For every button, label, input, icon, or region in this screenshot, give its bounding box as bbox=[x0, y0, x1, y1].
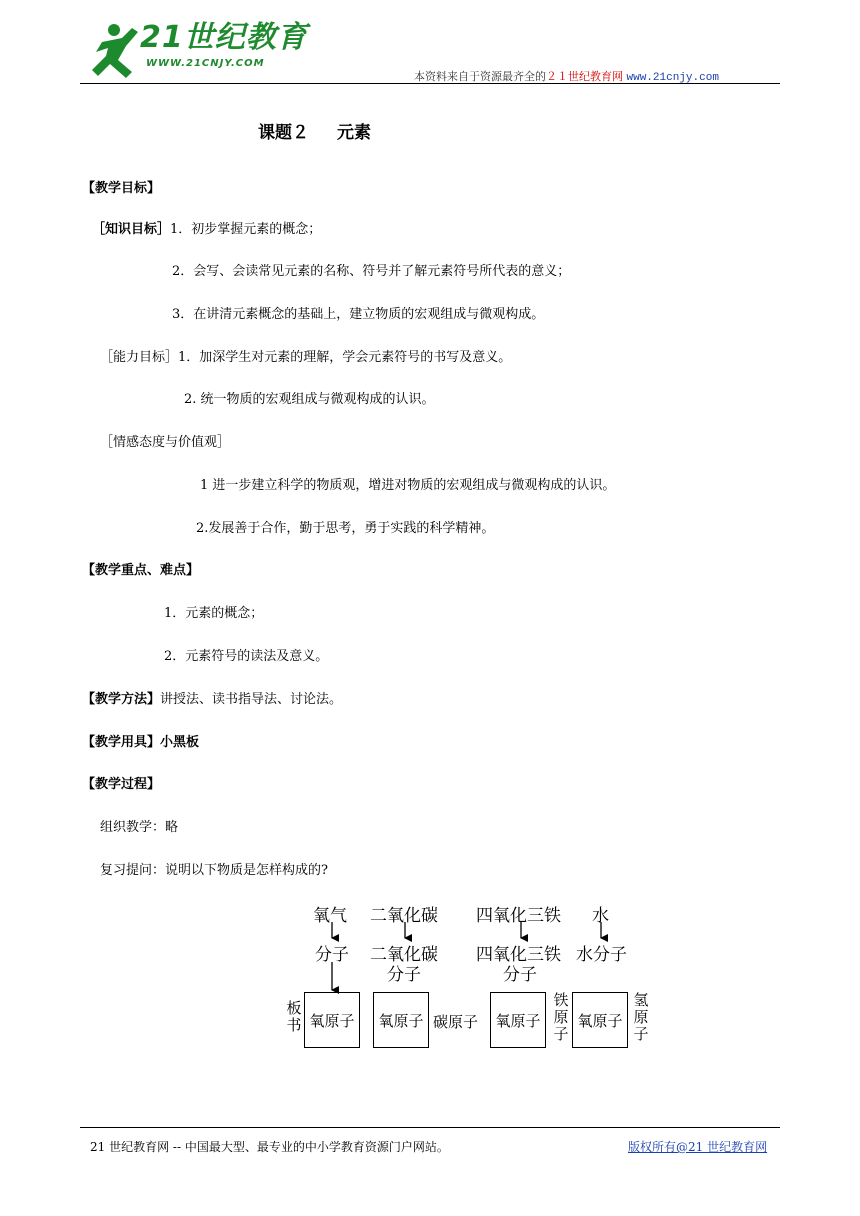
key-2: 2．元素符号的读法及意义。 bbox=[164, 649, 329, 664]
side-label-1: 板 bbox=[286, 999, 302, 1017]
tools-heading: 【教学用具】 bbox=[82, 735, 161, 750]
side-label bbox=[285, 1000, 303, 1034]
molecule-co2: 二氧化碳 bbox=[370, 945, 438, 965]
key-1: 1．元素的概念； bbox=[164, 606, 264, 621]
ability-2: 2. 统一物质的宏观组成与微观构成的认识。 bbox=[184, 392, 435, 407]
knowledge-label: ［知识目标］ bbox=[92, 222, 171, 237]
ability-1: 1．加深学生对元素的理解，学会元素符号的书写及意义。 bbox=[178, 350, 512, 365]
atom-box-oxygen-1 bbox=[304, 992, 360, 1048]
method-text: 讲授法、读书指导法、讨论法。 bbox=[160, 692, 343, 707]
knowledge-2: 2．会写、会读常见元素的名称、符号并了解元素符号所代表的意义； bbox=[172, 264, 571, 279]
footer-copyright-link[interactable]: 版权所有@21 世纪教育网 bbox=[628, 1140, 768, 1154]
atom-box-oxygen-2 bbox=[373, 992, 429, 1048]
substance-fe3o4: 四氧化三铁 bbox=[476, 906, 561, 926]
atom-hydrogen bbox=[632, 992, 650, 1043]
process-1: 组织教学：略 bbox=[100, 820, 179, 835]
side-label-2: 书 bbox=[286, 1016, 302, 1034]
process-2: 复习提问：说明以下物质是怎样构成的? bbox=[100, 863, 328, 878]
atom-box-oxygen-3 bbox=[490, 992, 546, 1048]
footer-divider bbox=[80, 1127, 780, 1128]
molecule-fe3o4-suffix: 分子 bbox=[503, 965, 537, 985]
method-heading: 【教学方法】 bbox=[82, 692, 161, 707]
atom-hydrogen-1: 氢 bbox=[633, 991, 649, 1009]
logo-url: WWW.21CNJY.COM bbox=[146, 58, 265, 69]
atom-hydrogen-3: 子 bbox=[633, 1025, 649, 1043]
molecule-oxygen: 分子 bbox=[315, 945, 349, 965]
atom-label: 氧原子 bbox=[378, 1011, 424, 1030]
ability-label: ［能力目标］ bbox=[100, 350, 179, 365]
atom-iron bbox=[552, 992, 570, 1043]
knowledge-1: 1．初步掌握元素的概念； bbox=[170, 222, 322, 237]
atom-carbon: 碳原子 bbox=[433, 1013, 479, 1031]
attitude-label: ［情感态度与价值观］ bbox=[100, 435, 231, 450]
goals-heading: 【教学目标】 bbox=[82, 181, 161, 196]
atom-label: 氧原子 bbox=[577, 1011, 623, 1030]
header-note-url[interactable]: www.21cnjy.com bbox=[626, 72, 719, 84]
substance-co2: 二氧化碳 bbox=[370, 906, 438, 926]
atom-box-oxygen-4 bbox=[572, 992, 628, 1048]
header-note-brand[interactable]: ２１世纪教育网 bbox=[546, 70, 623, 83]
atom-label: 氧原子 bbox=[495, 1011, 541, 1030]
atom-iron-2: 原 bbox=[553, 1008, 569, 1026]
substance-water: 水 bbox=[592, 906, 609, 926]
atom-hydrogen-2: 原 bbox=[633, 1008, 649, 1026]
title-prefix: 课题２ bbox=[258, 123, 309, 143]
logo-text: 21世纪教育 bbox=[140, 20, 308, 55]
molecule-fe3o4: 四氧化三铁 bbox=[476, 945, 561, 965]
tools-text: 小黑板 bbox=[160, 735, 200, 750]
atom-iron-3: 子 bbox=[553, 1025, 569, 1043]
molecule-water: 水分子 bbox=[576, 945, 627, 965]
atom-label: 氧原子 bbox=[309, 1011, 355, 1030]
title-main: 元素 bbox=[337, 123, 371, 143]
process-heading: 【教学过程】 bbox=[82, 777, 161, 792]
footer-left: 21 世纪教育网 -- 中国最大型、最专业的中小学教育资源门户网站。 bbox=[90, 1140, 449, 1154]
attitude-1: 1 进一步建立科学的物质观，增进对物质的宏观组成与微观构成的认识。 bbox=[200, 478, 616, 493]
knowledge-3: 3．在讲清元素概念的基础上，建立物质的宏观组成与微观构成。 bbox=[172, 307, 545, 322]
substance-oxygen: 氧气 bbox=[313, 906, 347, 926]
molecule-co2-suffix: 分子 bbox=[387, 965, 421, 985]
key-heading: 【教学重点、难点】 bbox=[82, 563, 200, 578]
header-note-prefix: 本资料来自于资源最齐全的 bbox=[414, 70, 546, 83]
attitude-2: 2.发展善于合作，勤于思考，勇于实践的科学精神。 bbox=[196, 521, 495, 536]
atom-iron-1: 铁 bbox=[553, 991, 569, 1009]
